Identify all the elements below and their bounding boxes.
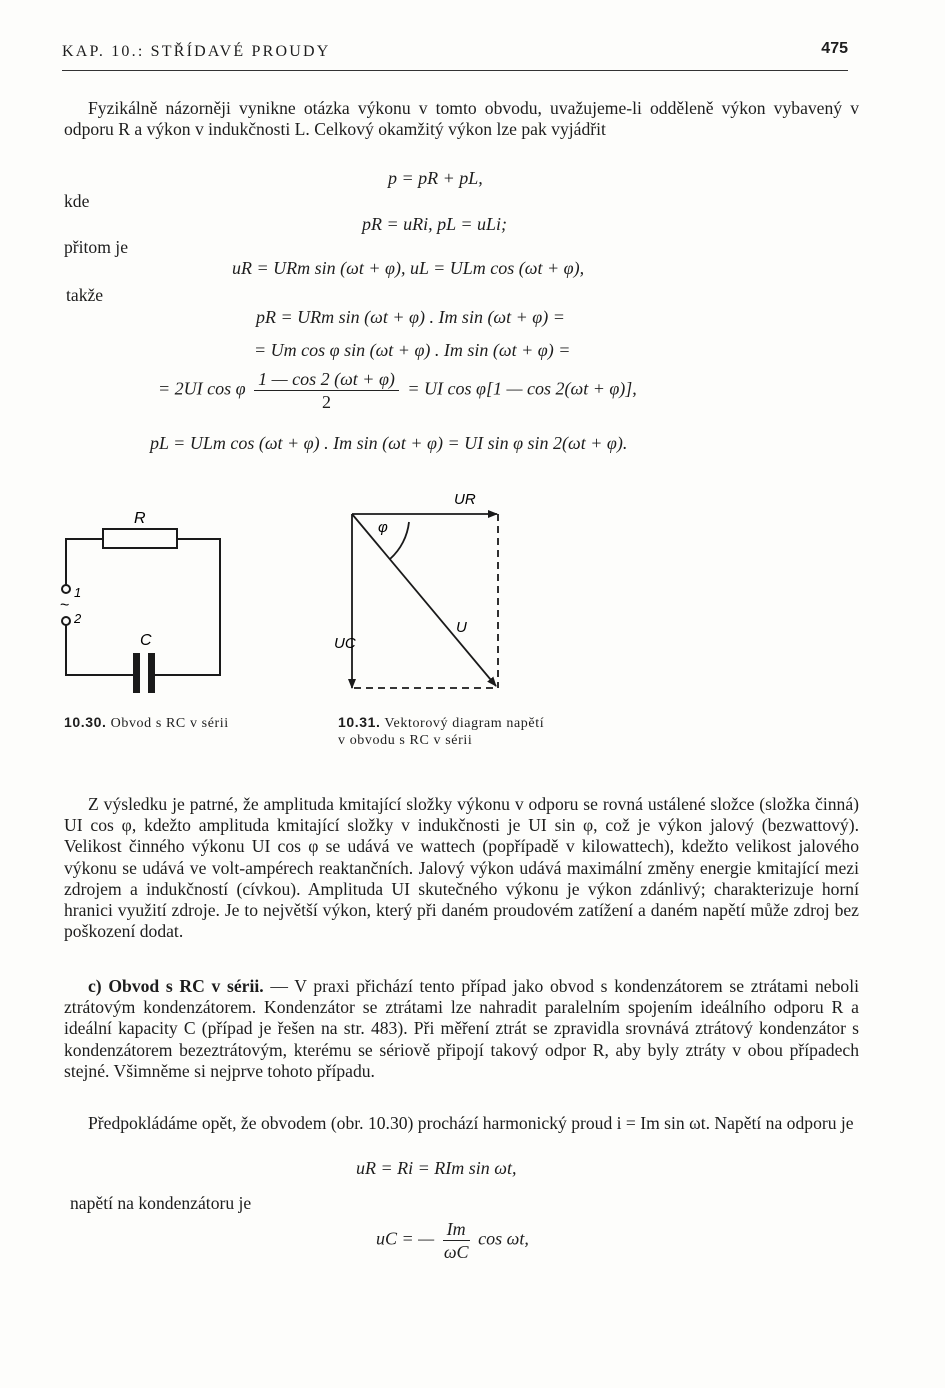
ac-source-symbol: ~ — [60, 597, 70, 614]
label-phi: φ — [378, 519, 388, 536]
equation-total-power: p = pR + pL, — [388, 168, 483, 188]
label-pritom: přitom je — [64, 237, 129, 257]
equation-pl: pL = ULm cos (ωt + φ) . Im sin (ωt + φ) = UI sin φ sin 2(ωt + φ). — [150, 433, 628, 453]
intro-paragraph: Fyzikálně názorněji vynikne otázka výkonu v tomto obvodu, uvažujeme-li odděleně výkon vybavený v odporu R a výkon v indukčnosti L. Celkový okamžitý výkon lze pak vyjádřit — [64, 98, 859, 140]
running-header — [62, 40, 848, 71]
caption-b-number: 10.31. — [338, 714, 381, 730]
resistor-symbol — [103, 529, 177, 548]
equation-partial-powers: pR = uRi, pL = uLi; — [362, 214, 507, 234]
eq9-denominator: ωC — [443, 1242, 469, 1262]
page-number: 475 — [821, 40, 848, 57]
label-kde: kde — [64, 191, 90, 211]
paragraph-rc-body: — V praxi přichází tento případ jako obvod s kondenzátorem se ztrátami neboli ztrátovým kondenzátorem. Kondenzátor se ztrátami lze nahradit paralelním spojením ideálního odporu R a ideální kapacity C (případ je řešen na str. 483). Při měření ztrát se zpravidla srovnává ztrátový kondenzátor s kondenzátorem bezeztrátovým, kterému se sériově připojí takový odpor R, aby byly ztráty v obou případech stejné. Všimněme si nejprve tohoto případu. — [64, 976, 859, 1081]
eq6-left: = 2UI cos φ — [158, 378, 246, 399]
equation-voltages: uR = URm sin (ωt + φ), uL = ULm cos (ωt + φ), — [232, 258, 585, 278]
vector-u — [352, 514, 496, 686]
vector-diagram — [330, 490, 515, 700]
paragraph-power-result: Z výsledku je patrné, že amplituda kmitající složky výkonu v odporu se rovná ustálené složce (složka činná) UI cos φ, kdežto amplituda kmitající složky v indukčnosti je UI sin φ, což je výkon jalový (bezwattový). Velikost činného výkonu UI cos φ se udává ve wattech (popřípadě v kilowattech), kdežto velikost jalového výkonu se udává ve volt-ampérech reaktančních. Jalový výkon udává maximální změny energie kmitající mezi zdrojem a indukčností (cívkou). Amplituda UI skutečného výkonu je výkon zdánlivý; charakterizuje horní hranici využití zdroje. Je to největší výkon, který při daném proudovém zatížení a daném napětí může zdroj bez poškození dodat. — [64, 794, 859, 942]
equation-uc — [376, 1218, 529, 1263]
caption-b-line1: Vektorový diagram napětí — [384, 716, 545, 731]
eq9-fraction — [443, 1218, 470, 1263]
paragraph-capacitor-voltage: napětí na kondenzátoru je — [70, 1193, 252, 1213]
equation-pr-line2: = Um cos φ sin (ωt + φ) . Im sin (ωt + φ) = — [254, 340, 571, 360]
terminal-2-label: 2 — [74, 611, 82, 626]
eq9-left: uC = — — [376, 1228, 435, 1249]
eq6-right: = UI cos φ[1 — cos 2(ωt + φ)], — [407, 378, 637, 399]
equation-ur: uR = Ri = RIm sin ωt, — [356, 1158, 517, 1178]
equation-pr-line3 — [158, 368, 637, 413]
caption-fig-10-30 — [64, 714, 229, 732]
rc-circuit-diagram — [58, 505, 238, 700]
label-takze: takže — [66, 285, 104, 305]
label-r: R — [134, 510, 146, 527]
section-heading-rc: c) Obvod s RC v sérii. — [88, 976, 264, 996]
chapter-title: KAP. 10.: STŘÍDAVÉ PROUDY — [62, 43, 331, 60]
terminal-1-dot — [62, 585, 70, 593]
caption-a-number: 10.30. — [64, 714, 107, 730]
eq6-fraction — [254, 368, 399, 413]
label-uc: UC — [334, 635, 356, 652]
caption-b-line2: v obvodu s RC v sérii — [338, 733, 473, 748]
label-u: U — [456, 619, 467, 636]
eq6-denominator: 2 — [322, 392, 331, 412]
wire-right — [154, 539, 220, 675]
paragraph-rc-series — [64, 976, 859, 1082]
caption-a-text: Obvod s RC v sérii — [110, 716, 229, 731]
terminal-1-label: 1 — [74, 585, 82, 600]
eq9-numerator: Im — [443, 1218, 470, 1241]
wire-top-left — [66, 539, 103, 585]
angle-arc — [390, 522, 409, 559]
terminal-2-dot — [62, 617, 70, 625]
eq6-numerator: 1 — cos 2 (ωt + φ) — [254, 368, 399, 391]
wire-bottom-left — [66, 625, 134, 675]
capacitor-plate-left — [133, 653, 140, 693]
capacitor-plate-right — [148, 653, 155, 693]
equation-pr-line1: pR = URm sin (ωt + φ) . Im sin (ωt + φ) = — [256, 307, 565, 327]
label-ur: UR — [454, 491, 476, 508]
eq9-right: cos ωt, — [478, 1228, 529, 1249]
caption-fig-10-31 — [338, 714, 544, 749]
paragraph-harmonic-current: Předpokládáme opět, že obvodem (obr. 10.30) prochází harmonický proud i = Im sin ωt. Napětí na odporu je — [88, 1113, 854, 1133]
label-c: C — [140, 632, 152, 649]
